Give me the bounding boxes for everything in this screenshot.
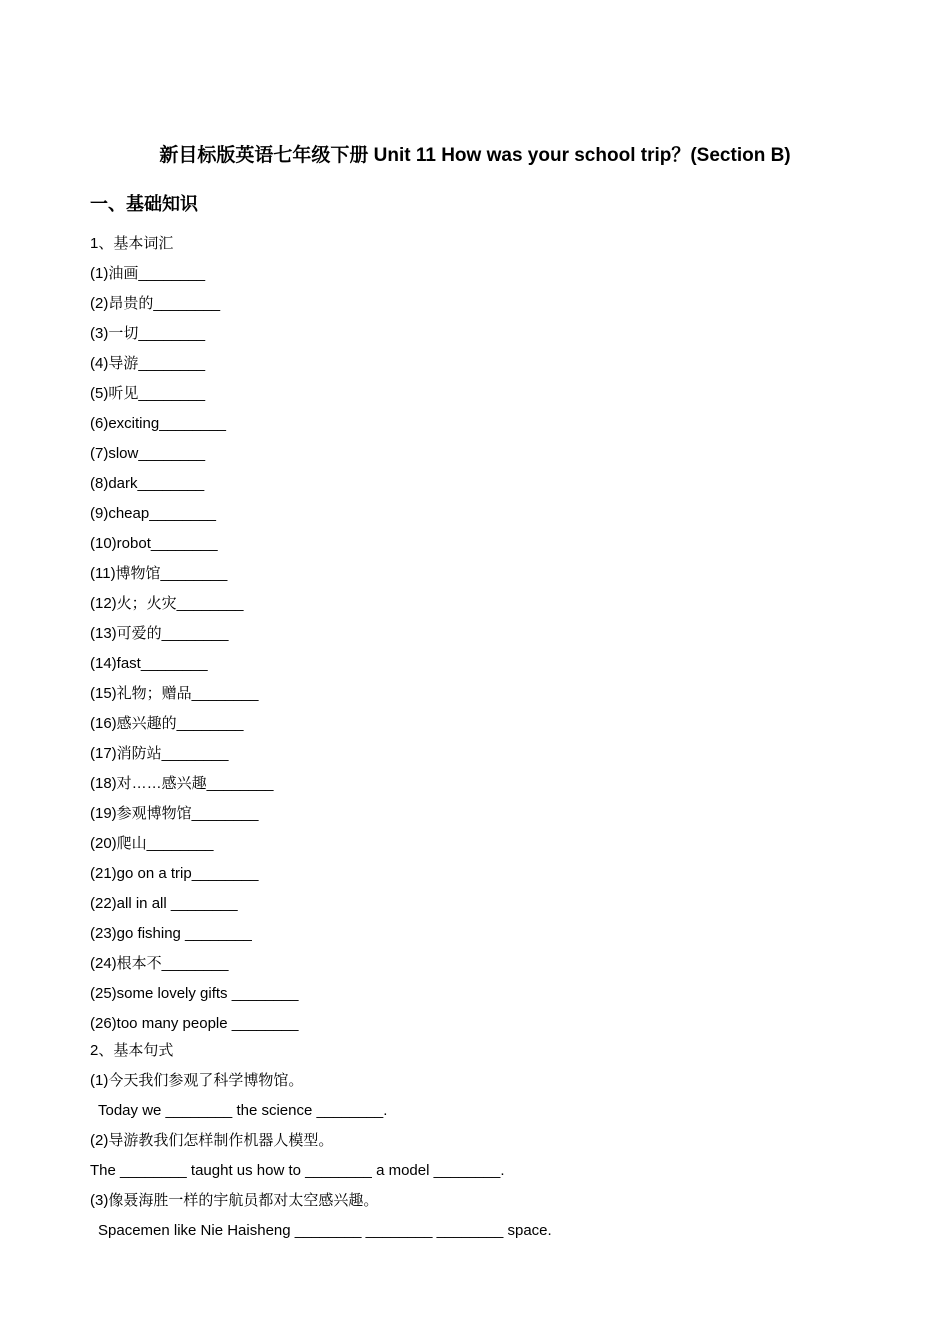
vocab-item: (6)exciting________	[90, 415, 226, 432]
vocab-item: (11)博物馆________	[90, 565, 228, 582]
sentence-prompt: (1)今天我们参观了科学博物馆。	[90, 1072, 304, 1089]
vocab-item: (17)消防站________	[90, 745, 229, 762]
vocab-item: (23)go fishing ________	[90, 925, 252, 942]
sentence-heading: 2、基本句式	[90, 1042, 174, 1059]
section-heading-basic-knowledge: 一、基础知识	[90, 194, 198, 215]
vocab-item: (4)导游________	[90, 355, 206, 372]
vocab-item: (16)感兴趣的________	[90, 715, 244, 732]
vocab-item: (26)too many people ________	[90, 1015, 299, 1032]
vocab-item: (3)一切________	[90, 325, 206, 342]
vocab-item: (25)some lovely gifts ________	[90, 985, 299, 1002]
vocab-item: (13)可爱的________	[90, 625, 229, 642]
vocab-item: (18)对……感兴趣________	[90, 775, 274, 792]
vocab-item: (15)礼物；赠品________	[90, 685, 259, 702]
sentence-prompt: (3)像聂海胜一样的宇航员都对太空感兴趣。	[90, 1192, 379, 1209]
vocab-item: (12)火；火灾________	[90, 595, 244, 612]
sentence-answer: Spacemen like Nie Haisheng ________ ________ ________ space.	[98, 1222, 552, 1239]
document-title: 新目标版英语七年级下册 Unit 11 How was your school trip？(Section B)	[159, 145, 791, 166]
vocab-item: (20)爬山________	[90, 835, 214, 852]
vocab-item: (7)slow________	[90, 445, 206, 462]
vocab-item: (2)昂贵的________	[90, 295, 221, 312]
sentence-answer: The ________ taught us how to ________ a model ________.	[90, 1162, 505, 1179]
vocab-item: (10)robot________	[90, 535, 218, 552]
sentence-prompt: (2)导游教我们怎样制作机器人模型。	[90, 1132, 334, 1149]
vocab-item: (5)听见________	[90, 385, 206, 402]
sentence-answer: Today we ________ the science ________.	[98, 1102, 388, 1119]
vocab-item: (21)go on a trip________	[90, 865, 259, 882]
vocab-heading: 1、基本词汇	[90, 235, 174, 252]
vocab-item: (8)dark________	[90, 475, 205, 492]
vocab-item: (24)根本不________	[90, 955, 229, 972]
vocab-item: (9)cheap________	[90, 505, 216, 522]
vocab-item: (14)fast________	[90, 655, 208, 672]
vocab-item: (1)油画________	[90, 265, 206, 282]
vocab-item: (19)参观博物馆________	[90, 805, 259, 822]
vocab-item: (22)all in all ________	[90, 895, 238, 912]
